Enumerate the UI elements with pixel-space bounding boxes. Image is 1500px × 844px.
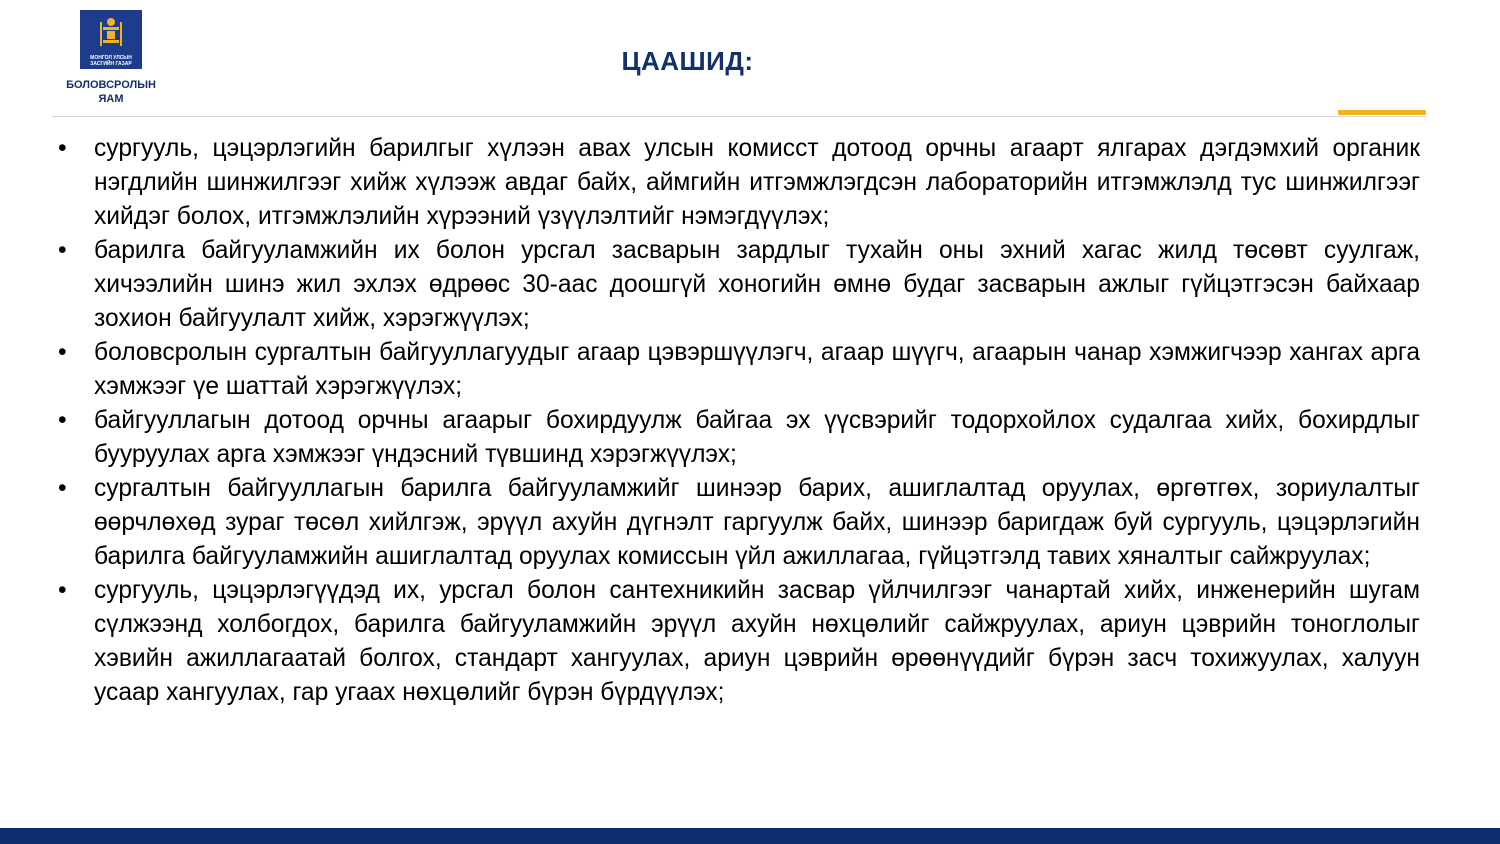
list-item: • сургалтын байгууллагын барилга байгууламжийг шинээр барих, ашиглалтад оруулах, өргөтгөх, зориулалтыг өөрчлөхөд зураг төсөл хийлгэж, эрүүл ахуйн дүгнэлт гаргуулж байх, шинээр баригдаж буй сургууль, цэцэрлэгийн барилга байгууламжийн ашиглалтад оруулах комиссын үйл ажиллагаа, гүйцэтгэлд тавих хяналтыг сайжруулах; [58,475,1420,570]
ministry-name [50,78,172,106]
list-item: • сургууль, цэцэрлэгүүдэд их, урсгал болон сантехникийн засвар үйлчилгээг чанартай хийх, инженерийн шугам сүлжээнд холбогдох, барилга байгууламжийн эрүүл ахуйн нөхцөлийг сайжруулах, ариун цэврийн тоноглолыг хэвийн ажиллагаатай болгох, стандарт хангуулах, ариун цэврийн өрөөнүүдийг бүрэн засч тохижуулах, халуун усаар хангуулах, гар угаах нөхцөлийг бүрэн бүрдүүлэх; [58,577,1420,706]
bullet-text: барилга байгууламжийн их болон урсгал засварын зардлыг тухайн оны эхний хагас жилд төсөвт суулгаж, хичээлийн шинэ жил эхлэх өдрөөс 30-аас доошгүй хоногийн өмнө будаг засварын ажлыг гүйцэтгэсэн байхаар зохион байгуулалт хийж, хэрэгжүүлэх; [94,237,1420,332]
logo-caption: МОНГОЛ УЛСЫН ЗАСГИЙН ГАЗАР [90,55,132,67]
accent-line [1338,110,1426,115]
bullet-text: сургалтын байгууллагын барилга байгууламжийг шинээр барих, ашиглалтад оруулах, өргөтгөх, зориулалтыг өөрчлөхөд зураг төсөл хийлгэж, эрүүл ахуйн дүгнэлт гаргуулж байх, шинээр баригдаж буй сургууль, цэцэрлэгийн барилга байгууламжийн ашиглалтад оруулах комиссын үйл ажиллагаа, гүйцэтгэлд тавих хяналтыг сайжруулах; [94,475,1420,570]
list-item: • байгууллагын дотоод орчны агаарыг бохирдуулж байгаа эх үүсвэрийг тодорхойлох судалгаа хийх, бохирдлыг бууруулах арга хэмжээг үндэсний түвшинд хэрэгжүүлэх; [58,407,1420,468]
footer-bar [0,828,1500,844]
header-divider [52,116,1426,117]
footer-watermark: МОНГОЛ УЛСЫН ИХ ХУРАЛ [1330,812,1480,824]
bullet-list [58,132,1420,710]
list-item: • боловсролын сургалтын байгууллагуудыг агаар цэвэршүүлэгч, агаар шүүгч, агаарын чанар хэмжигчээр хангах арга хэмжээг үе шаттай хэрэгжүүлэх; [58,339,1420,400]
bullet-text: сургууль, цэцэрлэгийн барилгыг хүлээн авах улсын комисст дотоод орчны агаарт ялгарах дэгдэмхий органик нэгдлийн шинжилгээг хийж хүлээж авдаг байх, аймгийн итгэмжлэгдсэн лабораторийн итгэмжлэлд тус шинжилгээг хийдэг болох, итгэмжлэлийн хүрээний үзүүлэлтийг нэмэгдүүлэх; [94,135,1420,230]
slide-title: ЦААШИД: [621,46,754,76]
bullet-text: боловсролын сургалтын байгууллагуудыг агаар цэвэршүүлэгч, агаар шүүгч, агаарын чанар хэмжигчээр хангах арга хэмжээг үе шаттай хэрэгжүүлэх; [94,339,1420,400]
list-item: • сургууль, цэцэрлэгийн барилгыг хүлээн авах улсын комисст дотоод орчны агаарт ялгарах дэгдэмхий органик нэгдлийн шинжилгээг хийж хүлээж авдаг байх, аймгийн итгэмжлэгдсэн лабораторийн итгэмжлэлд тус шинжилгээг хийдэг болох, итгэмжлэлийн хүрээний үзүүлэлтийг нэмэгдүүлэх; [58,135,1420,230]
bullet-text: байгууллагын дотоод орчны агаарыг бохирдуулж байгаа эх үүсвэрийг тодорхойлох судалгаа хийх, бохирдлыг бууруулах арга хэмжээг үндэсний түвшинд хэрэгжүүлэх; [94,407,1420,468]
bullet-text: сургууль, цэцэрлэгүүдэд их, урсгал болон сантехникийн засвар үйлчилгээг чанартай хийх, инженерийн шугам сүлжээнд холбогдох, барилга байгууламжийн эрүүл ахуйн нөхцөлийг сайжруулах, ариун цэврийн тоноглолыг хэвийн ажиллагаатай болгох, стандарт хангуулах, ариун цэврийн өрөөнүүдийг бүрэн засч тохижуулах, халуун усаар хангуулах, гар угаах нөхцөлийг бүрэн бүрдүүлэх; [94,577,1420,706]
list-item: • барилга байгууламжийн их болон урсгал засварын зардлыг тухайн оны эхний хагас жилд төсөвт суулгаж, хичээлийн шинэ жил эхлэх өдрөөс 30-аас доошгүй хоногийн өмнө будаг засварын ажлыг гүйцэтгэсэн байхаар зохион байгуулалт хийж, хэрэгжүүлэх; [58,237,1420,332]
ministry-line-2: ЯАМ [98,93,124,105]
ministry-line-1: БОЛОВСРОЛЫН [66,79,156,91]
